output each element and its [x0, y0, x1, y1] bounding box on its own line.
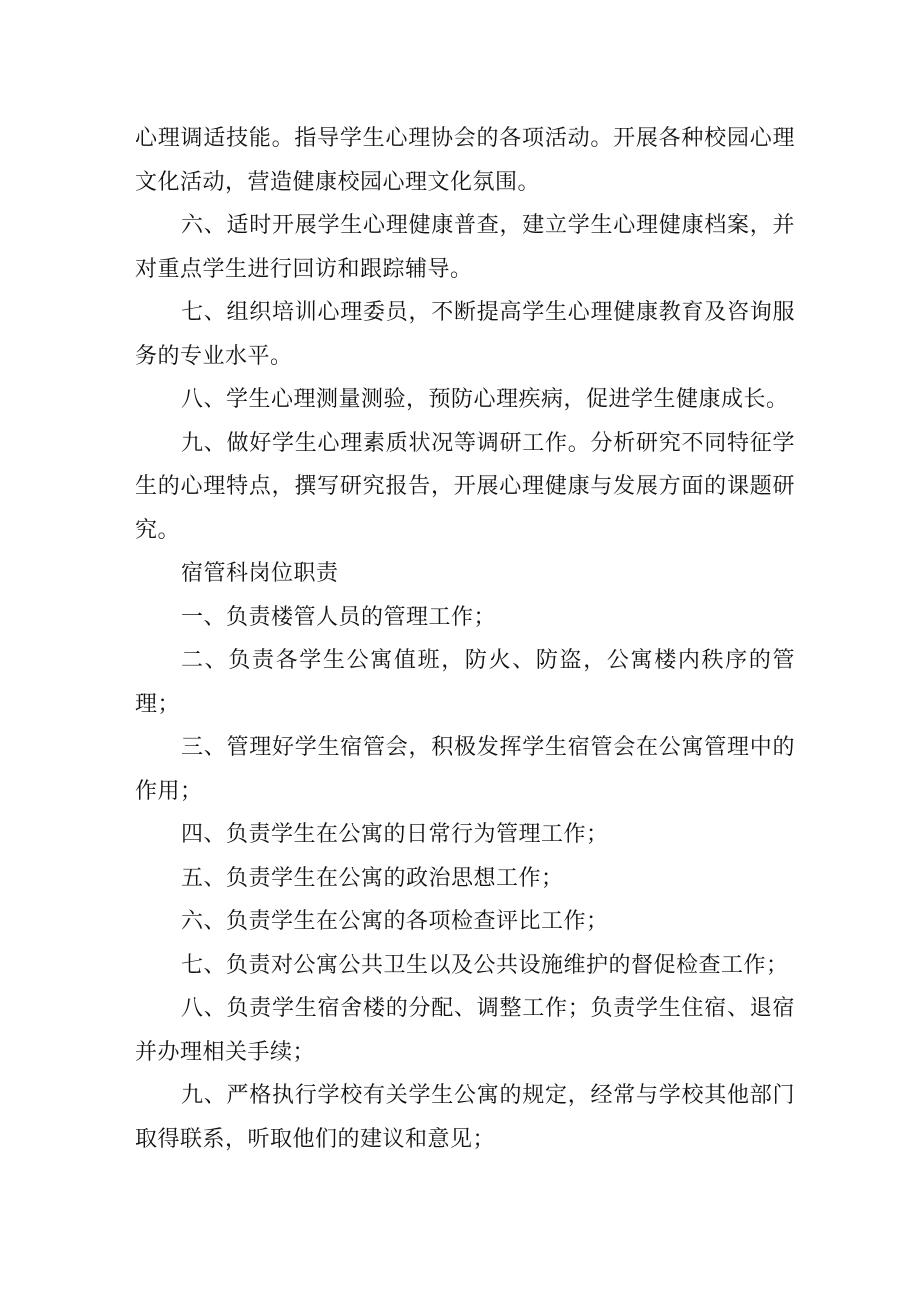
- document-body: [135, 117, 795, 1161]
- duty-item-1: 一、负责楼管人员的管理工作；: [181, 604, 497, 630]
- duty-item-8: 八、负责学生宿舍楼的分配、调整工作；负责学生住宿、退宿并办理相关手续；: [135, 996, 795, 1065]
- duty-item-5: 五、负责学生在公寓的政治思想工作；: [181, 865, 564, 891]
- duty-item-9: 九、严格执行学校有关学生公寓的规定，经常与学校其他部门取得联系，听取他们的建议和意见；: [135, 1083, 795, 1152]
- duty-item-6: 六、负责学生在公寓的各项检查评比工作；: [181, 909, 609, 934]
- duty-item-3: 三、管理好学生宿管会，积极发挥学生宿管会在公寓管理中的作用；: [135, 735, 795, 804]
- section-heading: 宿管科岗位职责: [181, 561, 339, 586]
- paragraph-3: 七、组织培训心理委员，不断提高学生心理健康教育及咨询服务的专业水平。: [135, 300, 795, 369]
- paragraph-2: 六、适时开展学生心理健康普查，建立学生心理健康档案，并对重点学生进行回访和跟踪辅导。: [135, 213, 795, 282]
- duty-item-4: 四、负责学生在公寓的日常行为管理工作；: [181, 822, 609, 847]
- duty-item-7: 七、负责对公寓公共卫生以及公共设施维护的督促检查工作；: [181, 952, 789, 978]
- paragraph-5: 九、做好学生心理素质状况等调研工作。分析研究不同特征学生的心理特点，撰写研究报告，开展心理健康与发展方面的课题研究。: [135, 430, 795, 543]
- duty-item-2: 二、负责各学生公寓值班，防火、防盗，公寓楼内秩序的管理；: [135, 648, 795, 717]
- paragraph-1: 心理调适技能。指导学生心理协会的各项活动。开展各种校园心理文化活动，营造健康校园心理文化氛围。: [135, 126, 795, 195]
- paragraph-4: 八、学生心理测量测验，预防心理疾病，促进学生健康成长。: [181, 387, 789, 412]
